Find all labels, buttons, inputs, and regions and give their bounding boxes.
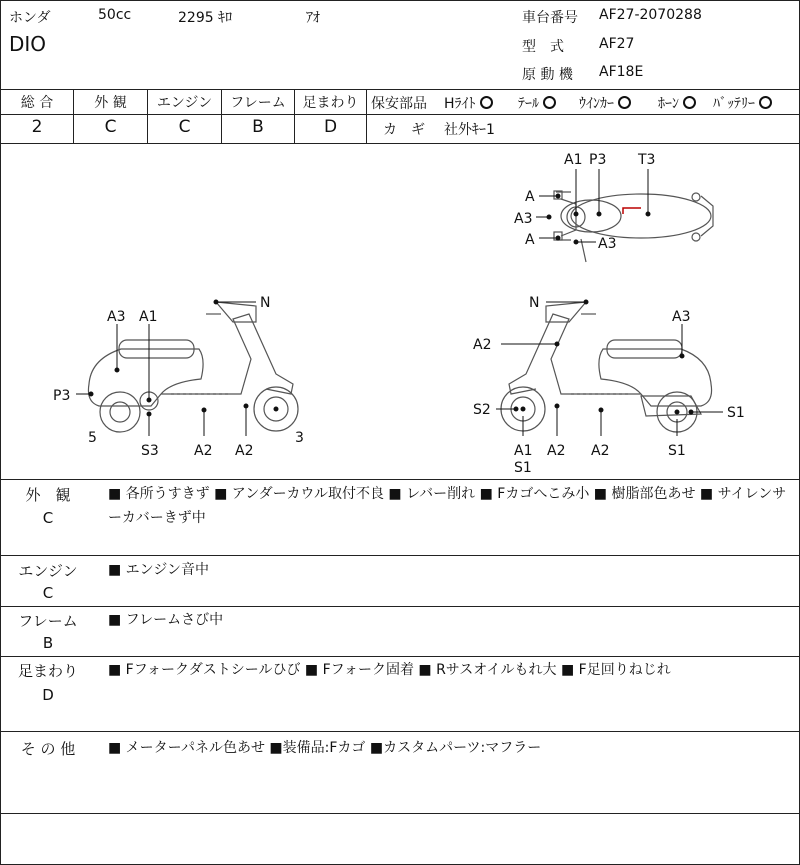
section-text-engine: ■ エンジン音中 <box>108 562 209 578</box>
type-value: AF27 <box>599 36 635 52</box>
section-label-frame: フレーム <box>18 612 78 630</box>
label-p3: P3 <box>53 388 71 404</box>
ok-circle-icon <box>683 96 696 109</box>
label-a2: A2 <box>547 443 566 459</box>
grade-overall: 2 <box>31 117 43 137</box>
key-label: カ ギ <box>383 122 425 138</box>
displacement: 50cc <box>98 7 132 23</box>
label-a1: A1 <box>514 443 533 459</box>
section-grade-frame: B <box>42 634 54 652</box>
label-s1: S1 <box>514 460 532 476</box>
ok-circle-icon <box>480 96 493 109</box>
divider <box>1 555 800 556</box>
section-text-suspension: ■ Fフォークダストシールひび ■ Fフォーク固着 ■ Rサスオイルもれ大 ■ F足回りねじれ <box>108 662 671 678</box>
grade-suspension: D <box>323 117 338 137</box>
label-a3: A3 <box>598 236 617 252</box>
section-label-suspension: 足まわり <box>17 662 78 680</box>
label-a3: A3 <box>514 211 533 227</box>
label-a2: A2 <box>473 337 492 353</box>
label-a2: A2 <box>194 443 213 459</box>
label-t3: T3 <box>638 152 656 168</box>
divider <box>1 114 800 115</box>
section-text-exterior: ■ 各所うすきず ■ アンダーカウル取付不良 ■ レバー削れ ■ Fカゴへこみ小 ■ 樹脂部色あせ ■ サイレンサーカバーきず中 <box>108 486 787 526</box>
section-grade-suspension: D <box>42 686 54 704</box>
divider <box>1 479 800 480</box>
safety-headlight: Hﾗｲﾄ <box>444 93 493 113</box>
safety-battery: ﾊﾞｯﾃﾘｰ <box>713 93 772 113</box>
label-n: N <box>529 295 540 311</box>
section-grade-exterior: C <box>42 509 54 527</box>
ok-circle-icon <box>759 96 772 109</box>
safety-label: 保安部品 <box>371 96 427 112</box>
frame-no: AF27-2070288 <box>599 7 702 23</box>
grade-exterior: C <box>104 117 117 137</box>
section-label-engine: エンジン <box>18 562 78 580</box>
engine-value: AF18E <box>599 64 644 80</box>
label-a2: A2 <box>235 443 254 459</box>
grade-header-frame: フレーム <box>230 95 286 111</box>
top-view-leaders <box>536 169 650 244</box>
divider <box>1 813 800 814</box>
color: ｱｵ <box>306 10 320 26</box>
section-grade-engine: C <box>42 584 54 602</box>
label-a1: A1 <box>139 309 158 325</box>
label-3: 3 <box>295 430 304 446</box>
label-s3: S3 <box>141 443 159 459</box>
divider <box>1 89 800 90</box>
label-s2: S2 <box>473 402 491 418</box>
label-5: 5 <box>88 430 97 446</box>
maker: ホンダ <box>9 10 51 26</box>
frame-label: 車台番号 <box>522 10 578 26</box>
label-a2: A2 <box>591 443 610 459</box>
divider <box>1 656 800 657</box>
safety-tail: ﾃｰﾙ <box>518 93 556 113</box>
label-a3: A3 <box>107 309 126 325</box>
mileage: 2295 ｷﾛ <box>178 10 233 26</box>
ok-circle-icon <box>543 96 556 109</box>
section-text-other: ■ メーターパネル色あせ ■装備品:Fカゴ ■カスタムパーツ:マフラー <box>108 740 542 756</box>
label-n: N <box>260 295 271 311</box>
divider <box>1 606 800 607</box>
scooter-diagram <box>1 144 800 479</box>
engine-label: 原 動 機 <box>522 67 573 83</box>
safety-winker: ｳｲﾝｶｰ <box>579 93 631 113</box>
model-name: DIO <box>9 32 47 56</box>
label-a: A <box>525 189 535 205</box>
label-a1: A1 <box>564 152 583 168</box>
grade-header-engine: エンジン <box>156 95 213 111</box>
section-text-frame: ■ フレームさび中 <box>108 612 224 628</box>
top-view-scooter <box>554 191 713 262</box>
label-s1: S1 <box>727 405 745 421</box>
safety-horn: ﾎｰﾝ <box>658 93 696 113</box>
grade-frame: B <box>252 117 264 137</box>
grade-engine: C <box>178 117 191 137</box>
label-a3: A3 <box>672 309 691 325</box>
label-s1: S1 <box>668 443 686 459</box>
grade-header-suspension: 足まわり <box>302 95 359 111</box>
label-p3: P3 <box>589 152 607 168</box>
section-label-exterior: 外 観 <box>25 486 71 504</box>
grade-header-exterior: 外 観 <box>94 95 127 111</box>
divider <box>1 731 800 732</box>
divider <box>366 89 367 143</box>
key-value: 社外ｷｰ1 <box>444 122 495 138</box>
label-a: A <box>525 232 535 248</box>
type-label: 型 式 <box>522 39 564 55</box>
ok-circle-icon <box>618 96 631 109</box>
grade-header-overall: 総 合 <box>20 95 54 111</box>
section-label-other: そ の 他 <box>20 740 76 758</box>
